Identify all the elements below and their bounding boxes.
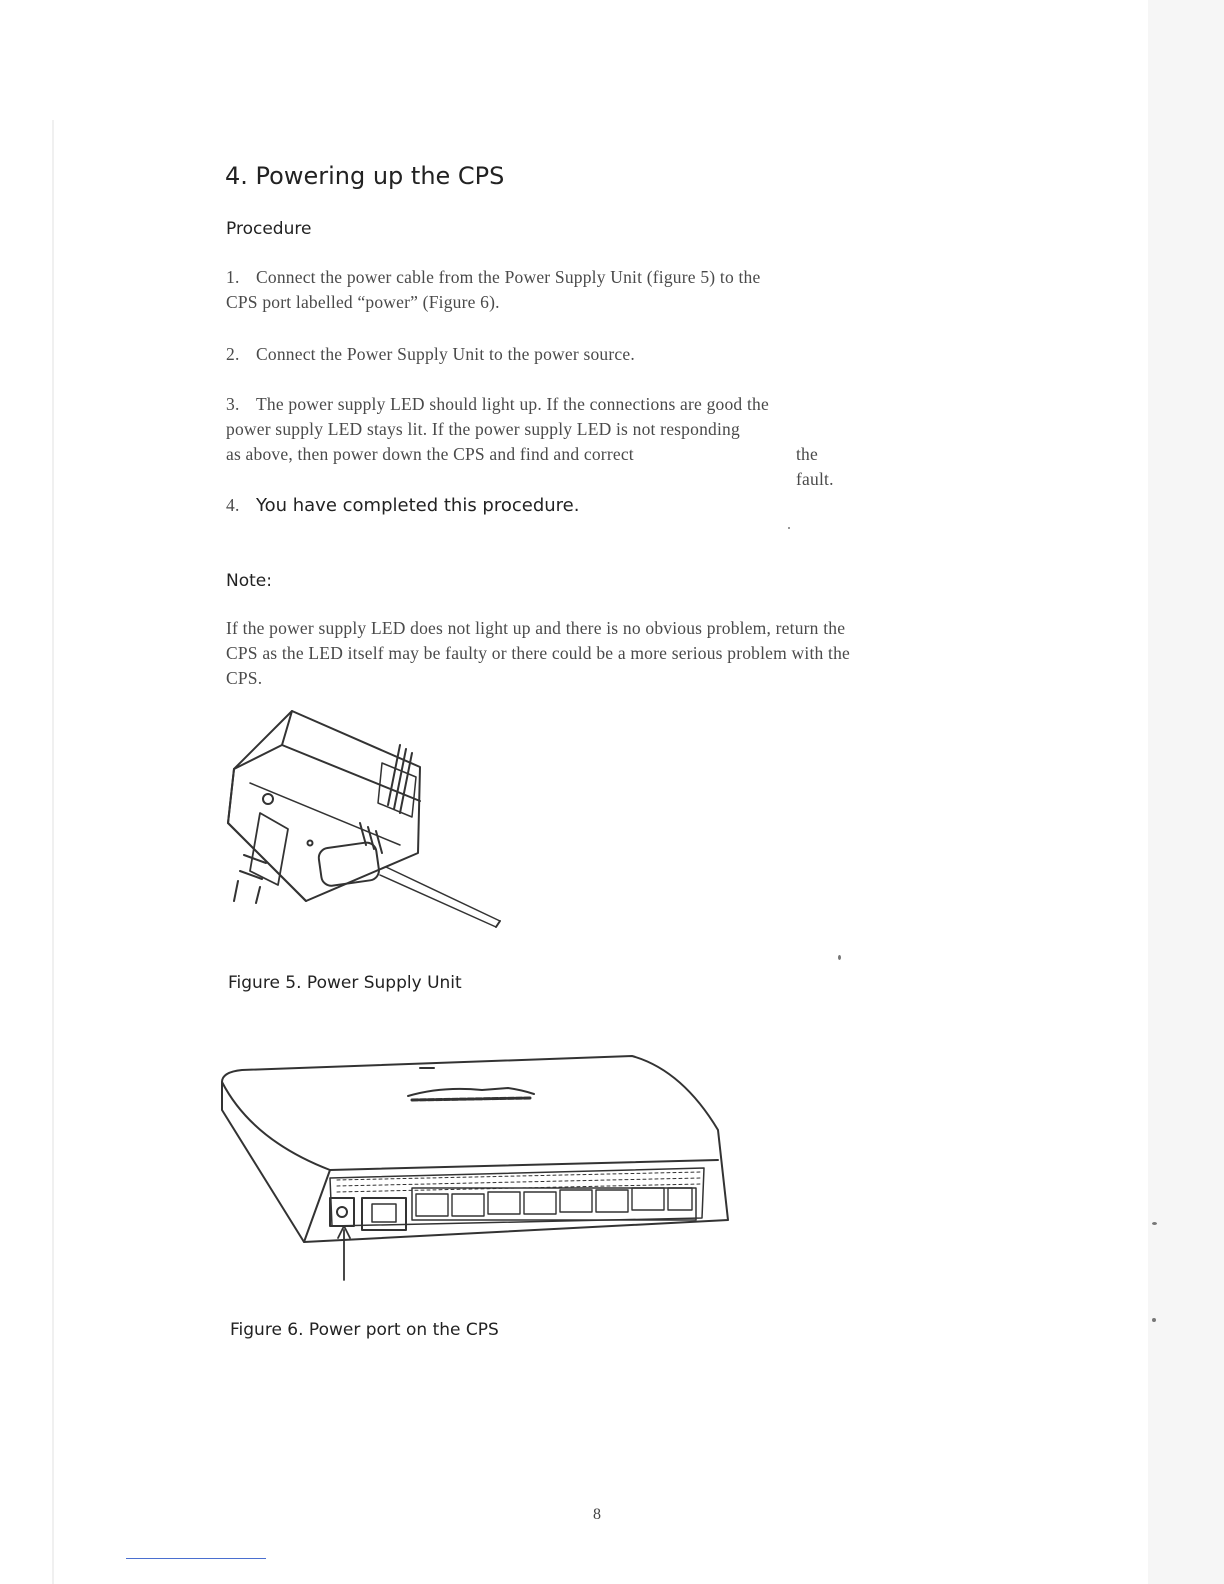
scan-speck bbox=[788, 527, 790, 529]
power-supply-unit-illustration bbox=[220, 705, 510, 935]
figure-6-caption: Figure 6. Power port on the CPS bbox=[230, 1320, 499, 1340]
step-3 bbox=[226, 392, 834, 489]
step-text-line: power supply LED stays lit. If the power supply LED is not responding bbox=[226, 419, 740, 439]
step-text-line: The power supply LED should light up. If the connections are good the bbox=[256, 394, 769, 414]
step-1 bbox=[226, 265, 760, 315]
note-line: If the power supply LED does not light up and there is no obvious problem, return the bbox=[226, 618, 846, 638]
step-4 bbox=[226, 493, 579, 518]
step-2 bbox=[226, 342, 635, 367]
scan-speck bbox=[1152, 1222, 1157, 1225]
page-number: 8 bbox=[593, 1506, 601, 1523]
scan-speck bbox=[838, 955, 841, 960]
note-heading: Note: bbox=[226, 571, 272, 591]
note-body bbox=[226, 616, 850, 691]
section-title: 4. Powering up the CPS bbox=[225, 162, 505, 190]
step-text-line: You have completed this procedure. bbox=[256, 495, 580, 516]
step-text-line: as above, then power down the CPS and find and correct bbox=[226, 444, 634, 464]
step-number: 2. bbox=[226, 344, 240, 364]
procedure-heading: Procedure bbox=[226, 219, 312, 239]
step-text-line: Connect the power cable from the Power Supply Unit (figure 5) to the bbox=[256, 267, 761, 287]
figure-5-caption: Figure 5. Power Supply Unit bbox=[228, 973, 462, 993]
cps-device-illustration bbox=[212, 1050, 732, 1290]
scan-speck bbox=[1152, 1318, 1156, 1322]
step-number: 1. bbox=[226, 267, 240, 287]
footnote-rule bbox=[126, 1558, 266, 1559]
scan-right-edge bbox=[1148, 0, 1224, 1584]
step-text-line: Connect the Power Supply Unit to the power source. bbox=[256, 344, 635, 364]
note-line: CPS as the LED itself may be faulty or there could be a more serious problem with the bbox=[226, 643, 851, 663]
scan-left-shadow bbox=[52, 120, 54, 1584]
step-number: 3. bbox=[226, 394, 240, 414]
step-text-line: the fault. bbox=[796, 444, 834, 489]
step-number: 4. bbox=[226, 495, 240, 515]
step-text-line: CPS port labelled “power” (Figure 6). bbox=[226, 292, 500, 312]
note-line: CPS. bbox=[226, 668, 263, 688]
